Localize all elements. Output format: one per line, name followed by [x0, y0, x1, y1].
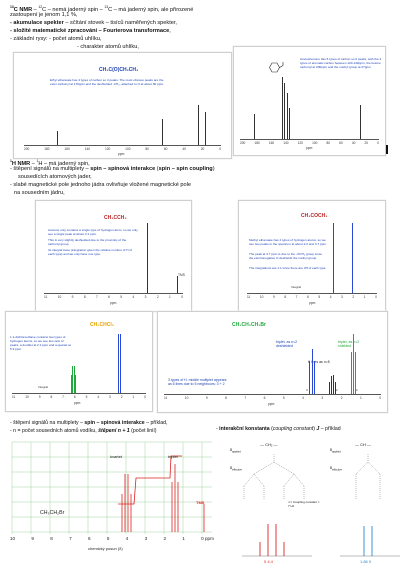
tick: 4	[132, 295, 135, 299]
tick: 2	[340, 396, 343, 400]
tick: 0	[379, 396, 381, 400]
magnetic-line: - slabé magnetické pole jednoho jádra ovlivňuje vložené magnetické pole	[10, 182, 191, 188]
molecule-label: CH₃CH₂CH₂Br	[232, 322, 266, 328]
tick: 10	[259, 295, 264, 299]
tick: 11	[12, 395, 16, 399]
b-a: B	[230, 448, 233, 452]
tick: 2	[352, 295, 355, 299]
peak	[282, 77, 283, 139]
axis-label: ppm	[118, 152, 125, 156]
multiplet-b: spin – spinová interakce	[84, 420, 145, 426]
h1-title: H NMR	[11, 160, 31, 167]
tick: 200	[240, 141, 246, 145]
tick: 10	[184, 396, 189, 400]
cc-d: coupling constant	[272, 426, 314, 432]
b-b-sub-r: effective	[332, 468, 342, 472]
cursor-bar	[386, 145, 388, 154]
spectrum-note-2: This is very slightly deshielded due to the proximity of the carbonyl group.	[48, 238, 127, 246]
fourier-a: - složité matematické zpracování –	[10, 28, 104, 34]
tick: 100	[125, 147, 131, 151]
c13-sup-2: 13	[104, 5, 109, 9]
left-center-label: — CH₂ —	[260, 442, 278, 447]
x-ticks	[8, 536, 216, 541]
left-splitting-tree	[234, 452, 314, 527]
peak	[254, 114, 255, 139]
tick: 10	[57, 295, 62, 299]
h1-spectrum-methyl-ethanoate	[238, 200, 386, 312]
integral-2: 2	[336, 388, 338, 392]
accumulation-bold: - akumulace spekter	[10, 20, 64, 26]
c12-sup: 12	[38, 5, 43, 9]
tick: 10	[10, 536, 16, 541]
b-b-r: B	[330, 466, 333, 470]
cc-f: J	[316, 426, 320, 432]
n-b: štěpení n + 1	[98, 428, 130, 434]
tick: 6	[263, 396, 266, 400]
tick: 1	[363, 295, 366, 299]
tick: 7	[69, 536, 72, 541]
cc-c: (	[269, 426, 273, 432]
splitting-e: )	[212, 166, 215, 172]
coupling-constant-line	[216, 426, 341, 433]
tick: 11	[247, 295, 251, 299]
left-quartet	[242, 518, 312, 558]
peak	[353, 334, 354, 394]
x-ticks	[44, 295, 183, 299]
molecule-label: CH₃CCH₃	[104, 215, 127, 221]
note-six-lines: 6 lines as n=5	[308, 360, 330, 364]
tick: 4	[302, 396, 304, 400]
tms-label: TMS	[196, 500, 205, 505]
b-a-sub: applied	[232, 450, 241, 454]
tick: 3	[109, 395, 111, 399]
h1-spectrum-acetone	[35, 200, 192, 312]
splitting-b: spin – spinová interakce	[90, 166, 156, 172]
tick: 20	[200, 147, 205, 151]
tick: 0 ppm	[201, 536, 214, 541]
tick: 6	[73, 395, 76, 399]
axis-label: ppm	[74, 401, 81, 405]
tms-peak	[177, 276, 178, 294]
tick: 0	[377, 141, 379, 145]
tick: 8	[225, 396, 227, 400]
dash: –	[30, 160, 37, 167]
splitting-d: spin – spin coupling	[158, 166, 213, 172]
multiplet-c: – příklad,	[144, 420, 168, 426]
peaks-area	[240, 77, 379, 139]
tick: 120	[104, 147, 111, 151]
axis-label: ppm	[309, 301, 316, 305]
tick: 11	[44, 295, 48, 299]
tick: 80	[145, 147, 149, 151]
tick: 3	[144, 536, 148, 541]
tick: 8	[50, 395, 53, 399]
note-triplet-shielded: triplet, as n=2 shielded	[338, 340, 360, 348]
accumulation-line	[10, 20, 177, 27]
integral-label: Integral	[291, 285, 302, 289]
axis-label: chemický posun (δ)	[88, 546, 123, 551]
tick: 10	[25, 395, 29, 399]
tick: 3	[341, 295, 343, 299]
peak	[360, 105, 361, 139]
c13-spectrum-ethyl-ethanoate	[13, 52, 232, 159]
x-axis	[12, 393, 146, 394]
molecule-label: CH₃COCH₃	[301, 213, 328, 219]
b-a-r: B	[330, 448, 333, 452]
integral-label: Integral	[38, 385, 49, 389]
multiplet-line	[10, 420, 167, 427]
tick: 9	[205, 396, 208, 400]
peak	[333, 223, 334, 293]
benzene-structure	[267, 61, 285, 75]
b-a-sub-r: applied	[332, 450, 341, 454]
x-axis	[24, 145, 221, 146]
tms-label: TMS	[178, 273, 185, 277]
peak	[57, 131, 58, 145]
n-plus-one-line	[10, 428, 157, 435]
tick: 60	[339, 141, 343, 145]
dash: –	[32, 6, 39, 13]
peak	[333, 375, 334, 394]
x-axis	[247, 293, 377, 294]
c13-text: C – má jaderný spin, ale přirozené	[108, 6, 194, 13]
peak	[198, 105, 199, 145]
peak	[314, 361, 315, 394]
tick: 2	[163, 536, 166, 541]
tick: 20	[364, 141, 368, 145]
molecule-label: CH₃CH₂Br	[40, 510, 65, 516]
peak	[75, 375, 76, 393]
peak	[120, 334, 121, 393]
triplet-label: triplet	[168, 454, 178, 459]
c12-text: C – nemá jaderný spin –	[42, 6, 105, 13]
x-ticks	[164, 396, 381, 400]
peaks-area	[24, 98, 221, 145]
tick: 200	[24, 147, 30, 151]
tick: 0	[181, 295, 183, 299]
tick: 120	[297, 141, 304, 145]
integral-2b: 2	[356, 388, 358, 392]
peak	[147, 223, 148, 293]
fourier-b: Fourierova transformace	[103, 28, 170, 34]
j-note: J = Coupling constant = 7 Hz	[288, 500, 320, 508]
note-three-types: 3 types of H. middle multiplet appears as 6 lines due to 5 neighbours: 3 + 2	[168, 378, 227, 386]
molecule-label: CH₃C(O)CH₂CH₃	[99, 67, 139, 73]
tick: 7	[95, 295, 98, 299]
peaks-area	[12, 334, 146, 393]
tick: 0	[219, 147, 221, 151]
splitting-a: - štěpení signálů na multiplety –	[10, 166, 91, 172]
tick: 5	[106, 536, 110, 541]
magnetic-line-2: na sousedním jádru,	[14, 190, 65, 196]
peaks-area	[44, 223, 183, 293]
tick: 3	[144, 295, 147, 299]
spectrum-note-1: Acetone only contains a single type of hydrogen atom, so we only see a single peak at about 2.1 ppm.	[48, 228, 138, 236]
cc-b: interakční konstanta	[219, 426, 270, 432]
peak	[287, 93, 288, 140]
h1-text: H – má jaderný spin,	[38, 160, 90, 167]
tick: 5	[120, 295, 123, 299]
tick: 140	[283, 141, 289, 145]
spectrum-note-3: Its integral trace (integration given the relative number of H of each type) and we only have one type.	[48, 248, 132, 256]
peak	[331, 376, 332, 394]
tick: 7	[62, 395, 64, 399]
integral-3: 3	[306, 388, 308, 392]
spectrum-note: 1,1-dichloroethane contains two types of hydrogen atoms, so we see two sets of peaks, a doublet at 2.1 ppm and a quartet at 5.9 ppm	[10, 335, 71, 351]
tick: 1	[132, 395, 135, 399]
h1-spectrum-bromopropane	[157, 311, 388, 413]
x-axis	[44, 293, 183, 294]
tick: 5	[318, 295, 321, 299]
tick: 11	[164, 396, 168, 400]
note-triplet-deshielded: triplet, as n=2 deshielded	[276, 340, 298, 348]
peak	[352, 223, 353, 293]
cc-g: – příklad	[319, 426, 341, 432]
tick: 5	[85, 395, 88, 399]
accumulation-text: – sčítání stovek – tisíců naměřených spekter,	[63, 20, 177, 26]
spectrum-note-1: Methyl ethanoate has 2 types of hydrogen atoms, so we see two peaks in the spectrum at about 2.0 and 3.7 ppm.	[249, 238, 327, 246]
tick: 9	[38, 395, 41, 399]
tick: 6	[307, 295, 309, 299]
peaks-area	[247, 223, 377, 293]
features-line-2: - charakter atomů uhlíku,	[77, 44, 139, 50]
tick: 9	[31, 536, 34, 541]
tick: 1	[169, 295, 171, 299]
tick: 0	[144, 395, 146, 399]
spectrum-note-3: The integrations are 1:1 since there are 3H of each type.	[249, 266, 327, 270]
tick: 60	[163, 147, 168, 151]
c13-sup: 13	[10, 5, 14, 9]
quartet-label: kvartet	[110, 454, 123, 459]
right-doublet	[340, 518, 400, 558]
peak	[162, 119, 163, 145]
molecule-label: CH₃CHCl₂	[90, 322, 114, 328]
peak	[205, 112, 206, 145]
x-ticks	[247, 295, 377, 299]
ethyl-bromide-spectrum	[8, 440, 216, 572]
features-line: - základní rysy: - počet atomů uhlíku,	[10, 36, 102, 42]
peak	[309, 361, 310, 394]
h1-sup: 1	[10, 159, 12, 163]
tick: 160	[268, 141, 275, 145]
tick: 40	[182, 147, 186, 151]
tick: 0	[375, 295, 377, 299]
right-ppm-label: 1.86 δ	[360, 559, 372, 564]
tick: 180	[254, 141, 260, 145]
tick: 6	[88, 536, 91, 541]
tick: 1	[359, 396, 362, 400]
x-axis	[240, 139, 379, 140]
tick: 7	[244, 396, 247, 400]
peaks-area	[164, 334, 381, 394]
n-a: - n = počet sousedních atomů vodíku,	[10, 428, 99, 434]
b-b-sub: effective	[232, 468, 242, 472]
tick: 100	[312, 141, 318, 145]
spectrum-note-2: The peak at 3.7 ppm is due to the -OCH₃ group since the electronegative O deshields the methyl group.	[249, 252, 322, 260]
x-axis	[164, 394, 381, 395]
tick: 4	[125, 536, 129, 541]
multiplet-a: - štěpení signálů na multiplety –	[10, 420, 85, 426]
b-b: B	[230, 466, 233, 470]
h1-sup-2: 1	[36, 159, 39, 163]
tick: 5	[282, 396, 285, 400]
tick: 9	[71, 295, 74, 299]
splitting-c: (	[155, 166, 159, 172]
peak	[351, 352, 352, 394]
tick: 4	[97, 395, 100, 399]
peak	[312, 349, 313, 394]
tick: 140	[84, 147, 91, 151]
peak	[284, 83, 285, 139]
peak	[289, 108, 290, 139]
peak	[329, 382, 330, 394]
n-c: (počet linií)	[129, 428, 157, 434]
splitting-line	[10, 166, 215, 173]
spectrum-note: Acetophenone has 6 types of carbon so 6 peaks, with the 4 types of aromatic carbon between 120-140ppm, the ketone carbonyl at 200ppm and the methyl group at 27ppm	[300, 57, 382, 69]
tick: 8	[83, 295, 86, 299]
tick: 40	[351, 141, 356, 145]
tick: 8	[50, 536, 53, 541]
tick: 2	[120, 395, 123, 399]
tick: 80	[326, 141, 331, 145]
axis-label: ppm	[268, 402, 275, 406]
c13-spectrum-acetophenone	[233, 46, 386, 156]
x-ticks	[240, 141, 379, 145]
tick: 9	[272, 295, 275, 299]
neighbor-line: sousedících atomových jader,	[18, 174, 92, 180]
abundance-line: zastoupení je jenom 1,1 %,	[10, 12, 78, 18]
x-ticks	[24, 147, 221, 151]
tick: 7	[295, 295, 298, 299]
tick: 160	[64, 147, 70, 151]
x-ticks	[12, 395, 146, 399]
tick: 180	[44, 147, 50, 151]
cc-a: -	[216, 426, 220, 432]
coupling-diagram	[220, 438, 398, 572]
tick: 6	[108, 295, 110, 299]
fourier-c: ,	[169, 28, 171, 34]
tick: 4	[329, 295, 332, 299]
fourier-line	[10, 28, 171, 35]
right-center-label: — CH —	[355, 442, 371, 447]
spectrum-note: Ethyl ethanoate has 4 types of carbon so 4 peaks. The most obvious peaks are the ester carbonyl at 170ppm and the deshielded -CH₂- attached to O at about 60 ppm.	[50, 78, 165, 86]
cc-e: )	[313, 426, 317, 432]
tick: 2	[156, 295, 159, 299]
h1-spectrum-dichloroethane	[5, 311, 153, 412]
left-ppm-label: δ 4.4	[264, 559, 273, 564]
axis-label: ppm	[306, 146, 313, 150]
c13-title: C NMR	[13, 6, 33, 13]
axis-label: ppm	[110, 301, 117, 305]
peak	[118, 334, 119, 393]
right-splitting-tree	[338, 452, 398, 512]
tick: 1	[182, 536, 185, 541]
tick: 3	[321, 396, 324, 400]
tick: 8	[284, 295, 287, 299]
